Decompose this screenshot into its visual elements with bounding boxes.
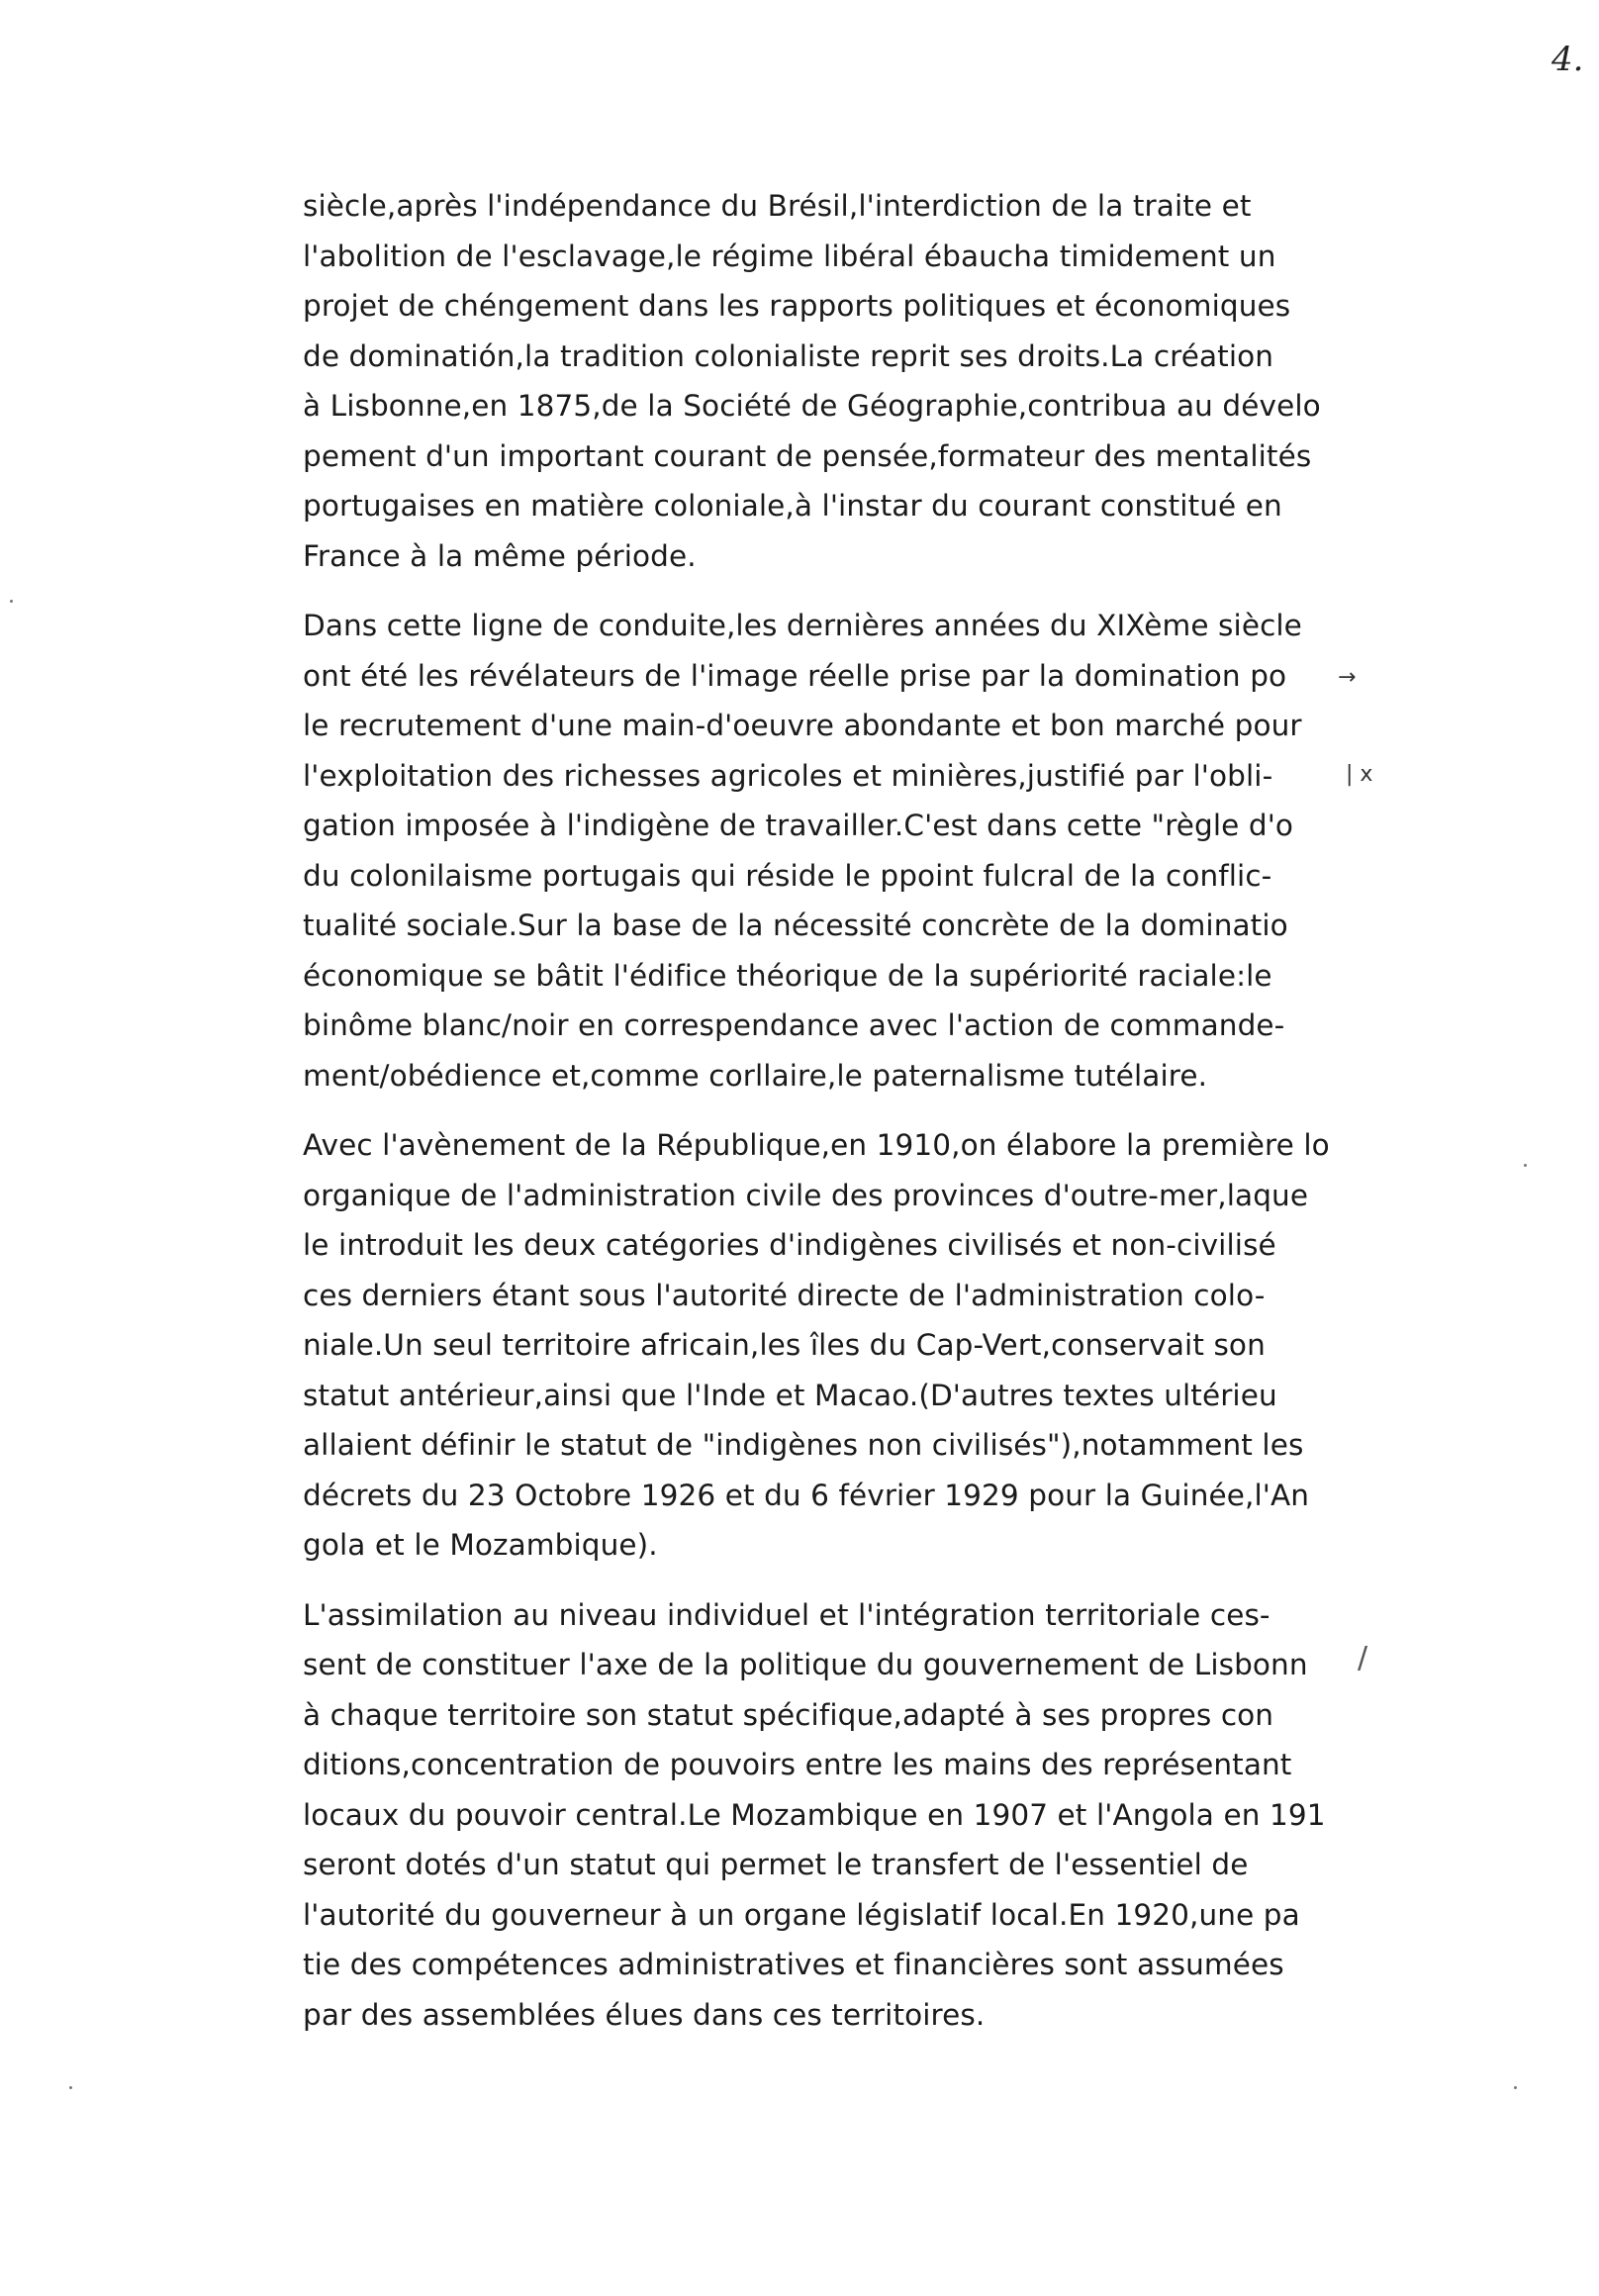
text-line: à chaque territoire son statut spécifique,adapté à ses propres con <box>303 1697 1274 1732</box>
text-line: ment/obédience et,comme corllaire,le paternalisme tutélaire. <box>303 1058 1208 1093</box>
text-line: projet de chéngement dans les rapports politiques et économiques <box>303 289 1291 323</box>
paragraph-1 <box>303 181 1371 581</box>
page-number: 4. <box>1552 40 1584 79</box>
text-line: Dans cette ligne de conduite,les dernières années du XIXème siècle <box>303 609 1302 642</box>
text-line: binôme blanc/noir en correspendance avec l'action de commande- <box>303 1008 1285 1042</box>
text-line: gation imposée à l'indigène de travailler.C'est dans cette "règle d'o <box>303 809 1294 842</box>
text-line: seront dotés d'un statut qui permet le transfert de l'essentiel de <box>303 1848 1249 1881</box>
body-text <box>303 181 1371 2059</box>
margin-arrow-mark: → <box>1338 665 1357 690</box>
text-line: niale.Un seul territoire africain,les îles du Cap-Vert,conservait son <box>303 1328 1266 1362</box>
text-line: ces derniers étant sous l'autorité directe de l'administration colo- <box>303 1278 1266 1312</box>
text-line: l'abolition de l'esclavage,le régime libéral ébaucha timidement un <box>303 239 1276 273</box>
text-line: le introduit les deux catégories d'indigènes civilisés et non-civilisé <box>303 1228 1276 1262</box>
text-line: gola et le Mozambique). <box>303 1528 658 1562</box>
text-line: portugaises en matière coloniale,à l'instar du courant constitué en <box>303 489 1282 523</box>
paragraph-3 <box>303 1120 1371 1571</box>
text-line: tie des compétences administratives et financières sont assumées <box>303 1948 1284 1981</box>
text-line: L'assimilation au niveau individuel et l'intégration territoriale ces- <box>303 1597 1270 1632</box>
margin-slash-mark: / <box>1358 1641 1368 1675</box>
text-line: ditions,concentration de pouvoirs entre les mains des représentant <box>303 1748 1292 1781</box>
paragraph-4 <box>303 1590 1371 2041</box>
scan-speck <box>1524 1164 1527 1167</box>
scan-speck <box>10 600 13 603</box>
text-line: économique se bâtit l'édifice théorique de la supériorité raciale:le <box>303 958 1272 993</box>
text-line: France à la même période. <box>303 538 697 573</box>
text-line: l'exploitation des richesses agricoles et minières,justifié par l'obli- <box>303 758 1273 793</box>
text-line: locaux du pouvoir central.Le Mozambique en 1907 et l'Angola en 191 <box>303 1797 1326 1832</box>
text-line: décrets du 23 Octobre 1926 et du 6 février 1929 pour la Guinée,l'An <box>303 1478 1310 1512</box>
text-line: allaient définir le statut de "indigènes non civilisés"),notamment les <box>303 1428 1304 1462</box>
text-line: organique de l'administration civile des provinces d'outre-mer,laque <box>303 1178 1309 1212</box>
text-line: de dominatión,la tradition colonialiste reprit ses droits.La création <box>303 338 1274 373</box>
margin-cross-mark: | x <box>1346 762 1373 787</box>
text-line: Avec l'avènement de la République,en 1910,on élabore la première lo <box>303 1128 1330 1162</box>
text-line: siècle,après l'indépendance du Brésil,l'interdiction de la traite et <box>303 189 1252 223</box>
text-line: par des assemblées élues dans ces territoires. <box>303 1997 986 2032</box>
text-line: à Lisbonne,en 1875,de la Société de Géographie,contribua au dévelo <box>303 389 1321 423</box>
scan-speck <box>69 2086 72 2089</box>
scan-speck <box>1514 2086 1517 2089</box>
text-line: le recrutement d'une main-d'oeuvre abondante et bon marché pour <box>303 709 1302 742</box>
text-line: ont été les révélateurs de l'image réelle prise par la domination po <box>303 658 1287 693</box>
text-line: du colonilaisme portugais qui réside le ppoint fulcral de la conflic- <box>303 858 1272 893</box>
text-line: statut antérieur,ainsi que l'Inde et Macao.(D'autres textes ultérieu <box>303 1378 1277 1412</box>
text-line: tualité sociale.Sur la base de la nécessité concrète de la dominatio <box>303 909 1288 942</box>
text-line: pement d'un important courant de pensée,formateur des mentalités <box>303 438 1312 473</box>
paragraph-2 <box>303 601 1371 1100</box>
text-line: sent de constituer l'axe de la politique du gouvernement de Lisbonn <box>303 1648 1308 1681</box>
text-line: l'autorité du gouverneur à un organe législatif local.En 1920,une pa <box>303 1897 1300 1932</box>
